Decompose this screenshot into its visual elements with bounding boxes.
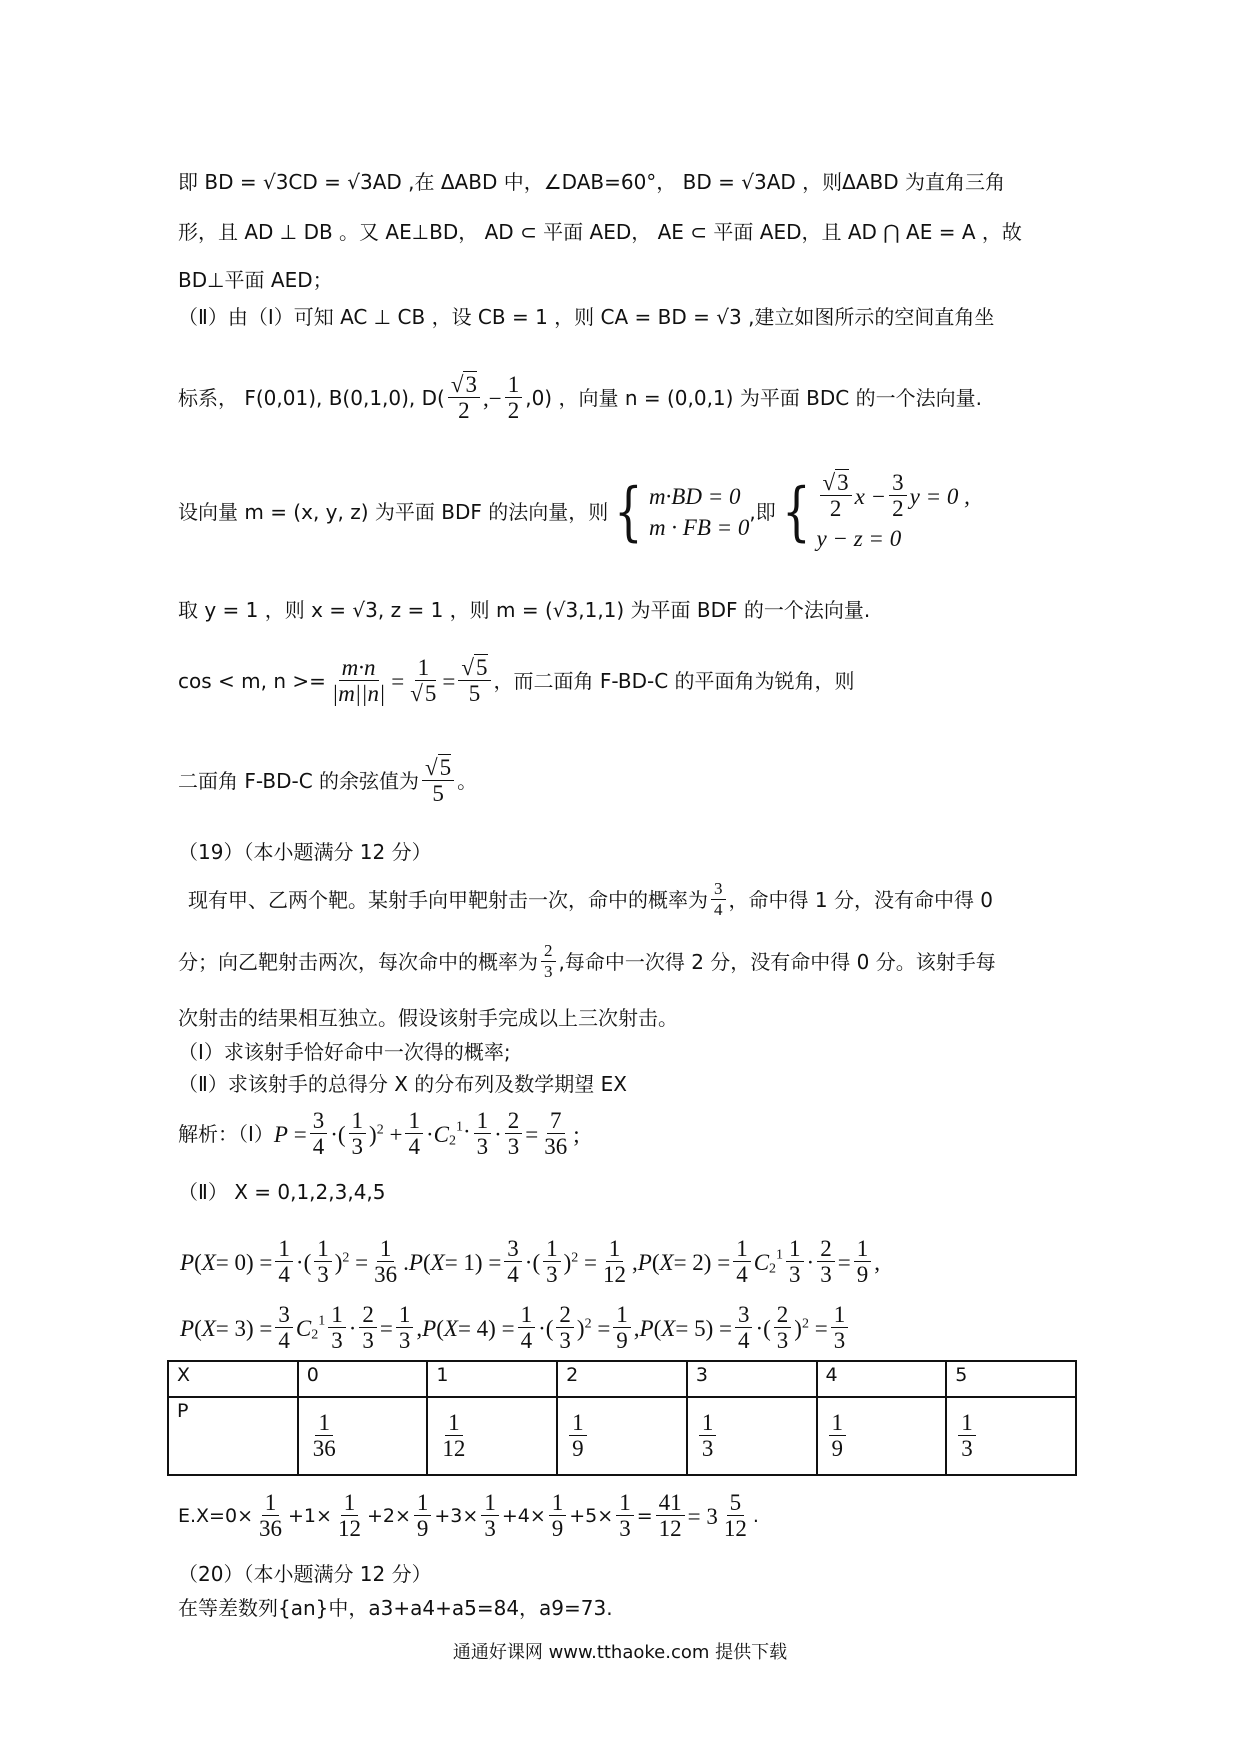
table-cell: 0	[298, 1361, 428, 1397]
table-cell: 4	[817, 1361, 947, 1397]
question-19-line-3	[178, 1006, 1070, 1030]
table-cell: $\frac{1}{12}$	[427, 1397, 557, 1475]
text: ，而二面角 F-BD-C 的平面角为锐角，则	[493, 669, 855, 694]
fraction-3-over-4: $\frac{3}{4}$	[711, 880, 726, 919]
text: （20）（本小题满分 12 分）	[178, 1562, 432, 1586]
text-line-5: 标系， F(0,01), B(0,1,0), D( $\frac{√3}{2}$ ,− $\frac{1}{2}$ ,0) ，向量 n = (0,0,1) 为平面 BDC 的一个法向量.	[178, 372, 982, 424]
equation: m·BD = 0	[648, 483, 741, 509]
left-brace: {	[781, 474, 811, 549]
text-line-4	[178, 305, 1070, 329]
text: 分；向乙靶射击两次，每次命中的概率为	[178, 949, 538, 974]
left-brace: {	[614, 474, 643, 549]
table-cell: 5	[946, 1361, 1076, 1397]
question-20-text	[178, 1596, 1070, 1620]
table-cell: 2	[557, 1361, 687, 1397]
text: BD⊥平面 AED；	[178, 268, 333, 292]
text: （19）（本小题满分 12 分）	[178, 840, 432, 864]
solution-part-ii	[178, 1180, 1070, 1204]
table-cell: X	[168, 1361, 298, 1397]
text: 次射击的结果相互独立。假设该射手完成以上三次射击。	[178, 1006, 678, 1030]
text: （Ⅱ）由（Ⅰ）可知 AC ⊥ CB ，设 CB = 1 ，则 CA = BD = √3 ,建立如图所示的空间直角坐	[178, 305, 995, 329]
text-line-3	[178, 268, 1070, 292]
text: 现有甲、乙两个靶。某射手向甲靶射击一次，命中的概率为	[188, 887, 708, 912]
table-cell: $\frac{1}{9}$	[557, 1397, 687, 1475]
text: cos < m, n >=	[178, 669, 326, 694]
question-19-part-ii	[178, 1072, 1070, 1096]
text: 解析：（Ⅰ）	[178, 1122, 274, 1147]
text-line-8: cos < m, n >= $\frac{m\cdot n}{|m||n|}$ = $\frac{1}{√5}$ = $\frac{√5}{5}$ ，而二面角 F-BD-C 的平面角为锐角，则	[178, 655, 855, 707]
fraction-sqrt5-over-5: $\frac{√5}{5}$	[422, 755, 454, 808]
probability-line-1: P ( X = 0) = $\frac{1}{4}$ ·( $\frac{1}{3}$ )$^2$ = $\frac{1}{36}$ . P ( X = 1) = $\frac{3}{4}$ ·( $\frac{1}{3}$ )$^2$ = $\frac{1}{12}$ , P ( X = 2) = $\frac{1}{4}$ C $_2^1$ $\frac{1}{3}$ · $\frac{2}{3}$ = $\frac{1}{9}$ ,	[180, 1236, 880, 1288]
text-line-1	[178, 170, 1070, 194]
text-line-6	[178, 470, 1070, 554]
table-cell: $\frac{1}{36}$	[298, 1397, 428, 1475]
text: ,每命中一次得 2 分，没有命中得 0 分。该射手每	[558, 949, 996, 974]
probability-line-2: P ( X = 3) = $\frac{3}{4}$ C $_2^1$ $\frac{1}{3}$ · $\frac{2}{3}$ = $\frac{1}{3}$ , P ( X = 4) = $\frac{1}{4}$ ·( $\frac{2}{3}$ )$^2$ = $\frac{1}{9}$ , P ( X = 5) = $\frac{3}{4}$ ·( $\frac{2}{3}$ )$^2$ = $\frac{1}{3}$	[180, 1302, 1070, 1355]
table-cell: 1	[427, 1361, 557, 1397]
text: 二面角 F-BD-C 的余弦值为	[178, 769, 420, 794]
text: E.X=0×	[178, 1504, 253, 1527]
text: 形，且 AD ⊥ DB 。又 AE⊥BD， AD ⊂ 平面 AED， AE ⊂ 平面 AED，且 AD ⋂ AE = A ，故	[178, 220, 1022, 244]
text: （Ⅰ）求该射手恰好命中一次得的概率;	[178, 1040, 511, 1064]
text: ，命中得 1 分，没有命中得 0	[728, 887, 994, 912]
text: （Ⅱ）求该射手的总得分 X 的分布列及数学期望 EX	[178, 1072, 627, 1096]
equation-system-2	[817, 470, 970, 554]
table-row	[168, 1397, 1076, 1475]
page-footer: 通通好课网 www.tthaoke.com 提供下载	[452, 1642, 788, 1663]
question-20-header	[178, 1562, 1070, 1586]
fraction-sqrt5-over-5: $\frac{√5}{5}$	[458, 655, 490, 708]
text: 即 BD = √3CD = √3AD ,在 ΔABD 中，∠DAB=60°， BD = √3AD ，则ΔABD 为直角三角	[178, 170, 1006, 194]
text: 取 y = 1 ，则 x = √3, z = 1 ，则 m = (√3,1,1) 为平面 BDF 的一个法向量.	[178, 598, 871, 622]
question-19-line-1	[188, 880, 1070, 919]
table-row	[168, 1361, 1076, 1397]
question-19-header	[178, 840, 1070, 864]
solution-part-i: 解析：（Ⅰ） P = $\frac{3}{4}$ ·( $\frac{1}{3}$ )$^2$ + $\frac{1}{4}$ · C $_2^1$· $\frac{1}{3}$ · $\frac{2}{3}$ = $\frac{7}{36}$ ;	[178, 1108, 580, 1160]
text-line-2	[178, 220, 1070, 244]
text-line-9	[178, 755, 1070, 808]
fraction-dot-over-norms: $\frac{m\cdot n}{|m||n|}$	[331, 655, 386, 707]
expectation-line: E.X=0× $\frac{1}{36}$ +1× $\frac{1}{12}$ +2× $\frac{1}{9}$ +3× $\frac{1}{3}$ +4× $\frac{1}{9}$ +5× $\frac{1}{3}$ = $\frac{41}{12}$ = 3 $\frac{5}{12}$ .	[178, 1490, 759, 1542]
table-cell: $\frac{1}{3}$	[687, 1397, 817, 1475]
text: ,0) ，向量 n = (0,0,1) 为平面 BDC 的一个法向量.	[525, 386, 982, 411]
distribution-table	[167, 1360, 1077, 1476]
equation: $\frac{√3}{2}$ x − $\frac{3}{2}$ y = 0 ,	[817, 470, 970, 523]
text: 在等差数列{an}中，a3+a4+a5=84，a9=73.	[178, 1596, 613, 1620]
table-cell: 3	[687, 1361, 817, 1397]
table-cell: $\frac{1}{9}$	[817, 1397, 947, 1475]
text: 。	[457, 769, 478, 794]
text: 标系， F(0,01), B(0,1,0), D(	[178, 386, 445, 411]
fraction-2-over-3: $\frac{2}{3}$	[541, 942, 556, 981]
text: ,即	[749, 499, 776, 524]
question-19-line-2	[178, 942, 1070, 981]
table-cell: $\frac{1}{3}$	[946, 1397, 1076, 1475]
table-cell: P	[168, 1397, 298, 1475]
equation-system-1	[649, 481, 749, 543]
fraction-1-over-2: $\frac{1}{2}$	[505, 372, 523, 425]
question-19-part-i	[178, 1040, 1070, 1064]
text: （Ⅱ） X = 0,1,2,3,4,5	[178, 1180, 386, 1204]
equation: m · FB = 0	[648, 514, 750, 540]
text-line-7	[178, 598, 1070, 622]
text: 设向量 m = (x, y, z) 为平面 BDF 的法向量，则	[178, 499, 609, 524]
fraction-sqrt3-over-2: $\frac{√3}{2}$	[448, 372, 480, 425]
equation: y − z = 0	[816, 525, 902, 551]
fraction-1-over-sqrt5: $\frac{1}{√5}$	[410, 655, 437, 707]
